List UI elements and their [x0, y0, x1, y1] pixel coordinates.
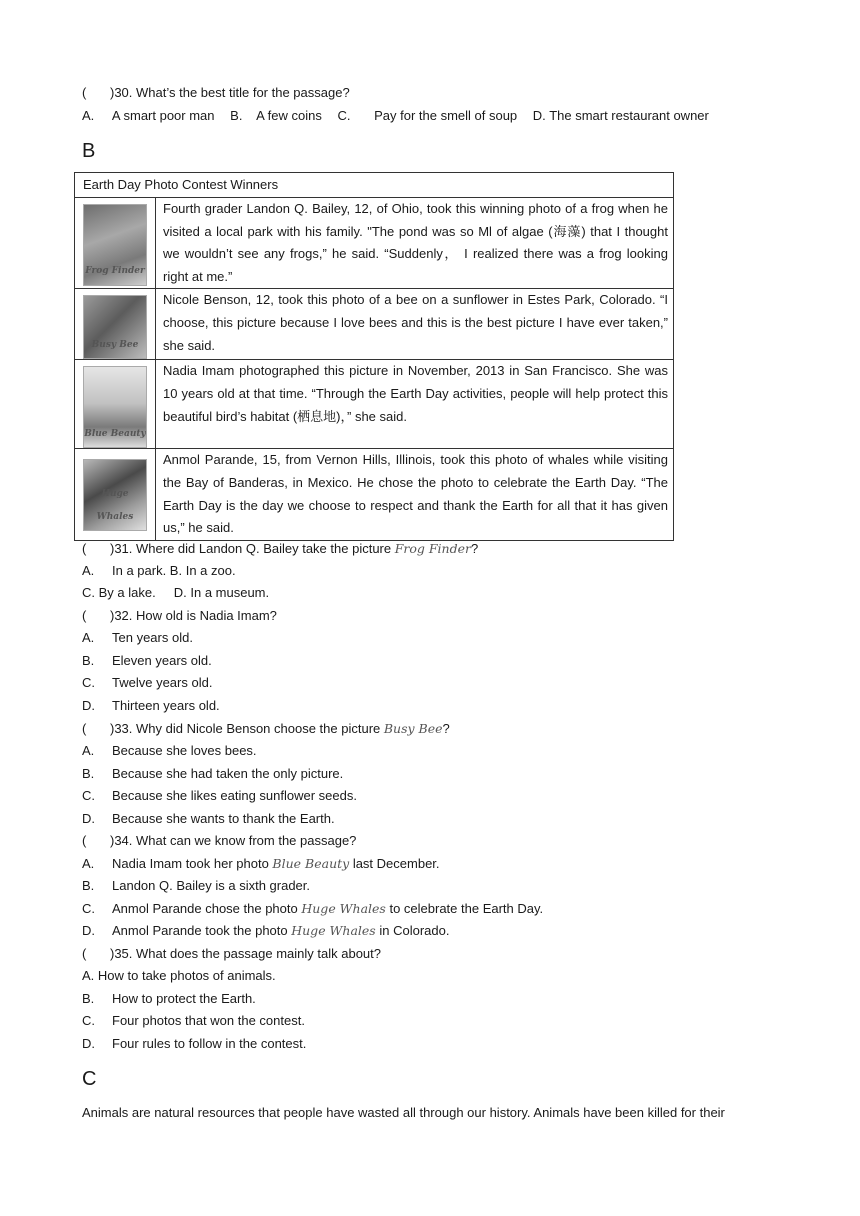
photo-title: Frog Finder	[394, 541, 471, 556]
option-line	[82, 1035, 306, 1053]
option-text: last December.	[349, 856, 440, 871]
option-letter: A.	[82, 563, 95, 578]
photo-cell	[75, 449, 156, 540]
photo-title: Busy Bee	[383, 721, 443, 736]
table-row	[75, 289, 674, 360]
option-line	[82, 1012, 305, 1030]
option-text: Four rules to follow in the contest.	[112, 1036, 307, 1051]
table-row	[75, 449, 674, 540]
option-text: The smart restaurant owner	[549, 108, 709, 123]
option-text: How to protect the Earth.	[112, 991, 256, 1006]
option-line: C. By a lake. D. In a museum.	[82, 585, 270, 600]
option-text: A smart poor man	[111, 108, 215, 123]
option-line	[82, 674, 212, 692]
question-text: )32. How old is Nadia Imam?	[110, 608, 277, 623]
table-row	[75, 360, 674, 449]
section-heading-b: B	[82, 140, 96, 162]
option-text: In a park. B. In a zoo.	[112, 563, 236, 578]
option-text: Eleven years old.	[112, 653, 212, 668]
option-letter: C.	[82, 901, 95, 916]
answer-blank: (	[82, 721, 87, 736]
option-letter: D.	[532, 108, 546, 123]
entry-description: Nicole Benson, 12, took this photo of a bee on a sunflower in Estes Park, Colorado. “I choose, this picture because I love bees and this is the best picture I have ever taken,” she said.	[156, 289, 674, 360]
bee-photo	[83, 295, 147, 359]
option-line	[82, 697, 220, 715]
question-text: )31. Where did Landon Q. Bailey take the picture	[110, 541, 395, 556]
entry-description: Fourth grader Landon Q. Bailey, 12, of Ohio, took this winning photo of a frog when he visited a local park with his family. "The pond was so Ml of algae (海藻) that I thought we wouldn’t see any frogs,” he said. “Suddenly， I realized there was a frog looking right at me.”	[156, 198, 674, 289]
option-line	[82, 562, 236, 580]
table-header: Earth Day Photo Contest Winners	[75, 173, 674, 198]
option-line	[82, 629, 193, 647]
option-letter: D.	[82, 923, 95, 938]
option-letter: B.	[230, 108, 243, 123]
photo-title: Huge Whales	[301, 901, 386, 916]
option-line	[82, 900, 543, 918]
option-letter: B.	[82, 991, 95, 1006]
whales-photo	[83, 459, 147, 531]
option-text: Landon Q. Bailey is a sixth grader.	[112, 878, 311, 893]
option-letter: A.	[82, 630, 95, 645]
photo-caption: Blue Beauty	[84, 428, 146, 439]
option-text: Anmol Parande chose the photo	[112, 901, 302, 916]
entry-description: Nadia Imam photographed this picture in November, 2013 in San Francisco. She was 10 years old at that time. “Through the Earth Day activities, people will help protect this beautiful bird’s habitat (栖息地)，” she said.	[156, 360, 674, 449]
option-text: Four photos that won the contest.	[112, 1013, 305, 1028]
question-32	[82, 607, 277, 625]
option-text: Nadia Imam took her photo	[112, 856, 273, 871]
question-text: ?	[442, 721, 450, 736]
question-35	[82, 945, 381, 963]
option-line	[82, 990, 256, 1008]
option-text: Because she loves bees.	[112, 743, 257, 758]
question-text: )33. Why did Nicole Benson choose the picture	[110, 721, 384, 736]
question-33	[82, 720, 450, 738]
frog-photo	[83, 204, 147, 286]
option-letter: C.	[82, 675, 95, 690]
option-text: A few coins	[256, 108, 322, 123]
option-line	[82, 787, 357, 805]
question-34	[82, 832, 356, 850]
option-letter: C.	[337, 108, 351, 123]
option-letter: A.	[82, 743, 95, 758]
photo-caption: Busy Bee	[91, 339, 139, 350]
question-30-options	[82, 107, 709, 125]
option-text: to celebrate the Earth Day.	[385, 901, 544, 916]
photo-cell	[75, 360, 156, 449]
option-letter: D.	[82, 698, 95, 713]
section-heading-c: C	[82, 1068, 97, 1090]
option-text: Thirteen years old.	[112, 698, 220, 713]
entry-description: Anmol Parande, 15, from Vernon Hills, Illinois, took this photo of whales while visiting the Bay of Banderas, in Mexico. He chose the photo to celebrate the Earth Day. “The Earth Day is the day we choose to respect and thank the Earth for all that it has given us,” he said.	[156, 449, 674, 540]
question-31	[82, 540, 478, 558]
option-line: A. How to take photos of animals.	[82, 968, 276, 983]
option-line	[82, 855, 440, 873]
question-30	[82, 84, 350, 102]
option-letter: A.	[82, 108, 95, 123]
option-text: in Colorado.	[375, 923, 450, 938]
option-text: Pay for the smell of soup	[374, 108, 518, 123]
question-text: )35. What does the passage mainly talk about?	[110, 946, 381, 961]
option-letter: D.	[82, 811, 95, 826]
option-line	[82, 877, 310, 895]
option-text: Anmol Parande took the photo	[112, 923, 292, 938]
option-letter: A.	[82, 856, 95, 871]
option-text: Because she likes eating sunflower seeds.	[112, 788, 357, 803]
option-line	[82, 810, 335, 828]
question-text: ?	[470, 541, 479, 556]
answer-blank: (	[82, 833, 87, 848]
option-letter: B.	[82, 766, 95, 781]
answer-blank: (	[82, 608, 87, 623]
photo-caption: Frog Finder	[85, 266, 145, 277]
photo-cell	[75, 289, 156, 360]
option-line	[82, 765, 343, 783]
option-text: Twelve years old.	[112, 675, 213, 690]
question-text: )34. What can we know from the passage?	[110, 833, 357, 848]
option-text: Because she had taken the only picture.	[112, 766, 344, 781]
option-letter: C.	[82, 1013, 95, 1028]
photo-title: Huge Whales	[291, 923, 376, 938]
photo-caption: Huge Whales	[96, 489, 134, 522]
option-letter: B.	[82, 653, 95, 668]
photo-cell	[75, 198, 156, 289]
option-text: Because she wants to thank the Earth.	[112, 811, 335, 826]
answer-blank: (	[82, 85, 87, 100]
table-row	[75, 198, 674, 289]
bird-photo	[83, 366, 147, 448]
contest-winners-table	[74, 172, 674, 541]
answer-blank: (	[82, 946, 87, 961]
option-letter: C.	[82, 788, 95, 803]
option-letter: B.	[82, 878, 95, 893]
answer-blank: (	[82, 541, 87, 556]
option-line	[82, 742, 257, 760]
option-letter: D.	[82, 1036, 95, 1051]
passage-c-text: Animals are natural resources that people have wasted all through our history. Animals have been killed for their	[82, 1105, 725, 1120]
option-line	[82, 922, 449, 940]
photo-title: Blue Beauty	[272, 856, 350, 871]
question-text: )30. What’s the best title for the passage?	[110, 85, 350, 100]
option-line	[82, 652, 212, 670]
option-text: Ten years old.	[112, 630, 193, 645]
